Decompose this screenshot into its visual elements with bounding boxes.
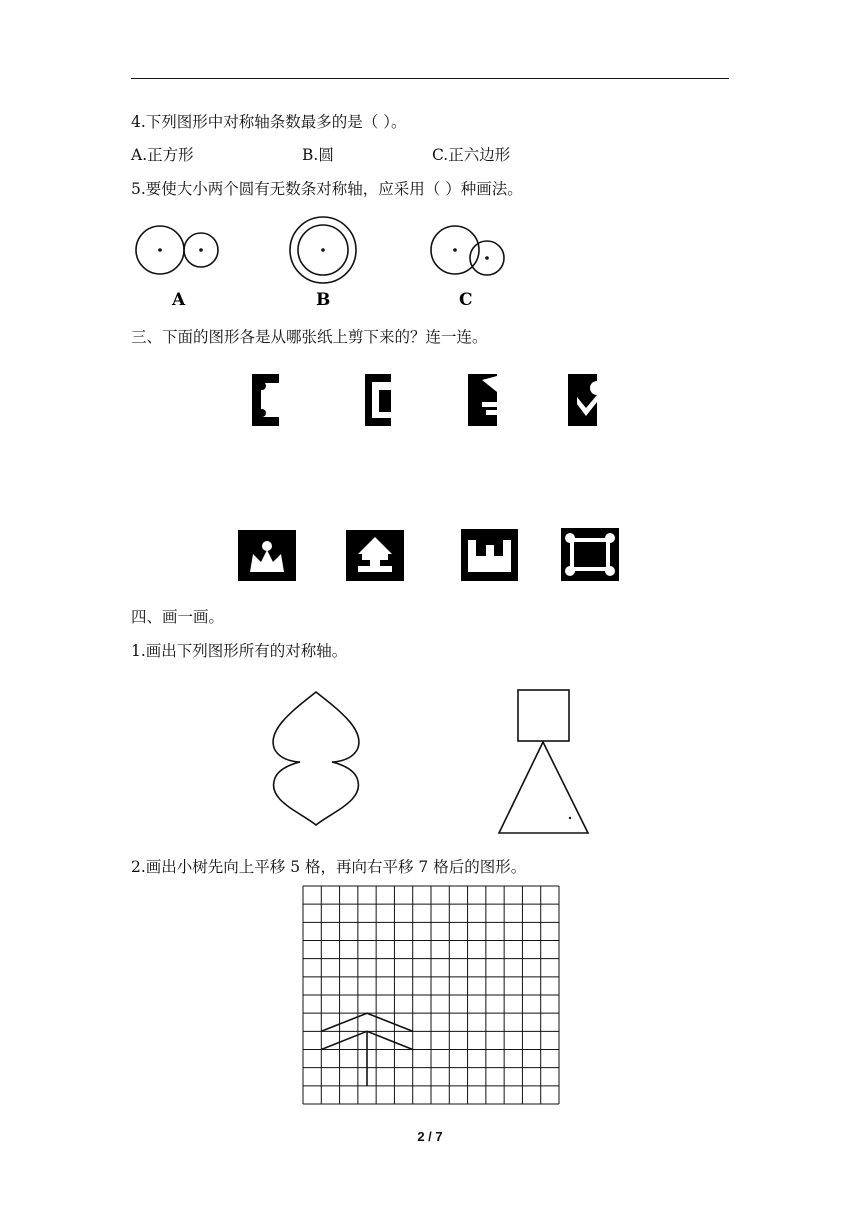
section-4-question-1: 1.画出下列图形所有的对称轴。 <box>131 642 348 660</box>
figure-label-c: C <box>459 290 473 310</box>
q4-option-b: B.圆 <box>302 146 334 164</box>
tree-branch <box>321 1013 412 1031</box>
translation-grid <box>302 885 560 1105</box>
question-4-text: 4.下列图形中对称轴条数最多的是（ ）。 <box>131 113 407 131</box>
figure-label-b: B <box>316 290 331 310</box>
section-4-title: 四、画一画。 <box>131 608 225 626</box>
q4-option-a: A.正方形 <box>131 146 194 164</box>
section-3-title: 三、下面的图形各是从哪张纸上剪下来的？连一连。 <box>131 328 488 346</box>
question-5-text: 5.要使大小两个圆有无数条对称轴，应采用（ ）种画法。 <box>131 180 523 198</box>
q4-option-c: C.正六边形 <box>432 146 511 164</box>
page-number: 2 / 7 <box>417 1129 443 1144</box>
section-4-question-2: 2.画出小树先向上平移 5 格，再向右平移 7 格后的图形。 <box>131 858 527 876</box>
square-shape <box>518 690 569 741</box>
leaf-shape <box>273 692 359 825</box>
triangle-shape <box>499 742 588 833</box>
figure-label-a: A <box>172 290 186 310</box>
